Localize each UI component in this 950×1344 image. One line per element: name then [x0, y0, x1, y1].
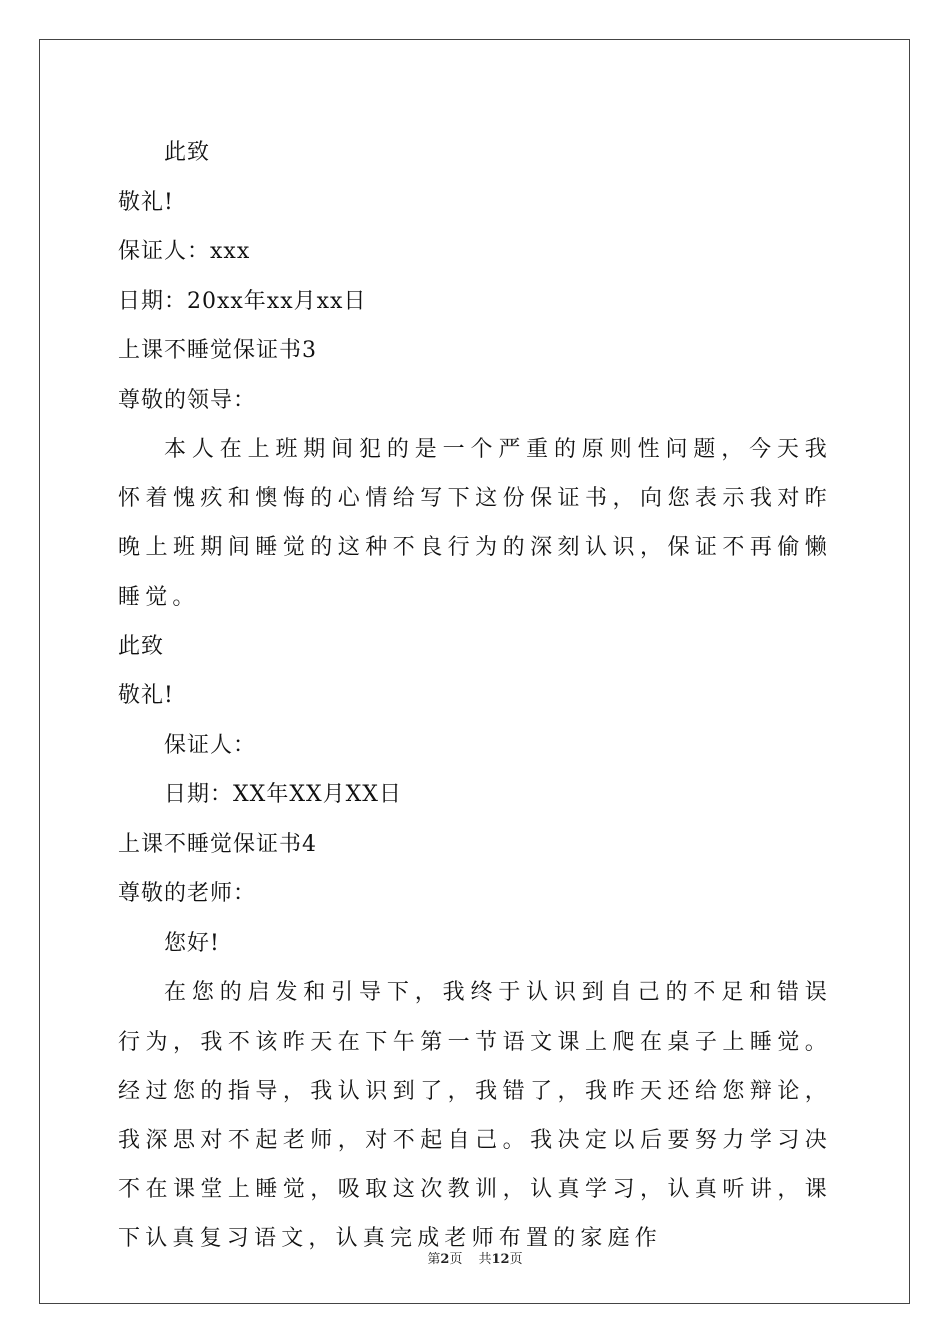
page-footer — [0, 1248, 950, 1267]
addressee-line: 尊敬的领导： — [118, 387, 257, 413]
section-title: 上课不睡觉保证书4 — [118, 831, 317, 857]
closing-regards: 敬礼! — [118, 683, 174, 709]
closing-regards: 敬礼! — [118, 189, 174, 215]
total-page-count: 12 — [491, 1252, 510, 1267]
closing-salutation: 此致 — [118, 633, 165, 659]
date-line: 日期：XX年XX月XX日 — [164, 782, 402, 808]
footer-total-prefix: 共 — [478, 1252, 492, 1267]
current-page-number: 2 — [440, 1252, 450, 1267]
greeting-line: 您好! — [164, 930, 220, 956]
closing-salutation: 此致 — [164, 140, 211, 165]
document-body — [118, 128, 832, 1264]
guarantor-line: 保证人：xxx — [118, 239, 251, 264]
section-title: 上课不睡觉保证书3 — [118, 338, 317, 363]
date-line: 日期：20xx年xx月xx日 — [118, 288, 367, 314]
body-paragraph: 本人在上班期间犯的是一个严重的原则性问题，今天我怀着愧疚和懊悔的心情给写下这份保证书，向您表示我对昨晚上班期间睡觉的这种不良行为的深刻认识，保证不再偷懒睡觉。 — [118, 437, 832, 610]
addressee-line: 尊敬的老师： — [118, 881, 257, 907]
body-paragraph: 在您的启发和引导下，我终于认识到自己的不足和错误行为，我不该昨天在下午第一节语文课上爬在桌子上睡觉。经过您的指导，我认识到了，我错了，我昨天还给您辩论，我深思对不起老师，对不起自己。我决定以后要努力学习决不在课堂上睡觉，吸取这次教训，认真学习，认真听讲，课下认真复习语文，认真完成老师布置的家庭作 — [118, 980, 832, 1252]
guarantor-line: 保证人： — [164, 732, 257, 758]
footer-prefix: 第 — [427, 1252, 441, 1267]
footer-page-suffix: 页 — [449, 1252, 463, 1267]
footer-total-suffix: 页 — [509, 1252, 523, 1267]
